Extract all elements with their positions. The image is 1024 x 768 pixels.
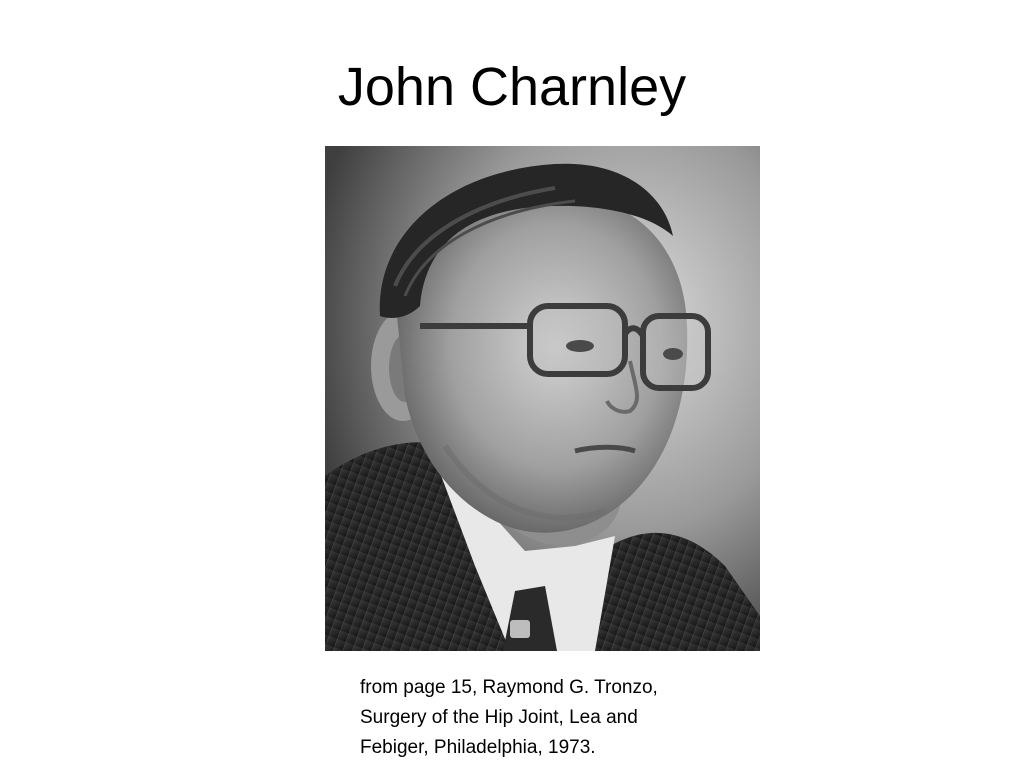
caption-line: Febiger, Philadelphia, 1973. bbox=[360, 737, 596, 758]
tie-pattern bbox=[510, 620, 530, 638]
eye-right bbox=[663, 348, 683, 360]
photo-caption bbox=[360, 673, 760, 763]
portrait-photo bbox=[325, 146, 760, 651]
caption-line: from page 15, Raymond G. Tronzo, bbox=[360, 677, 658, 698]
portrait-illustration bbox=[325, 146, 760, 651]
slide-title: John Charnley bbox=[337, 57, 687, 117]
eye-left bbox=[566, 340, 594, 352]
caption-line: Surgery of the Hip Joint, Lea and bbox=[360, 707, 638, 728]
